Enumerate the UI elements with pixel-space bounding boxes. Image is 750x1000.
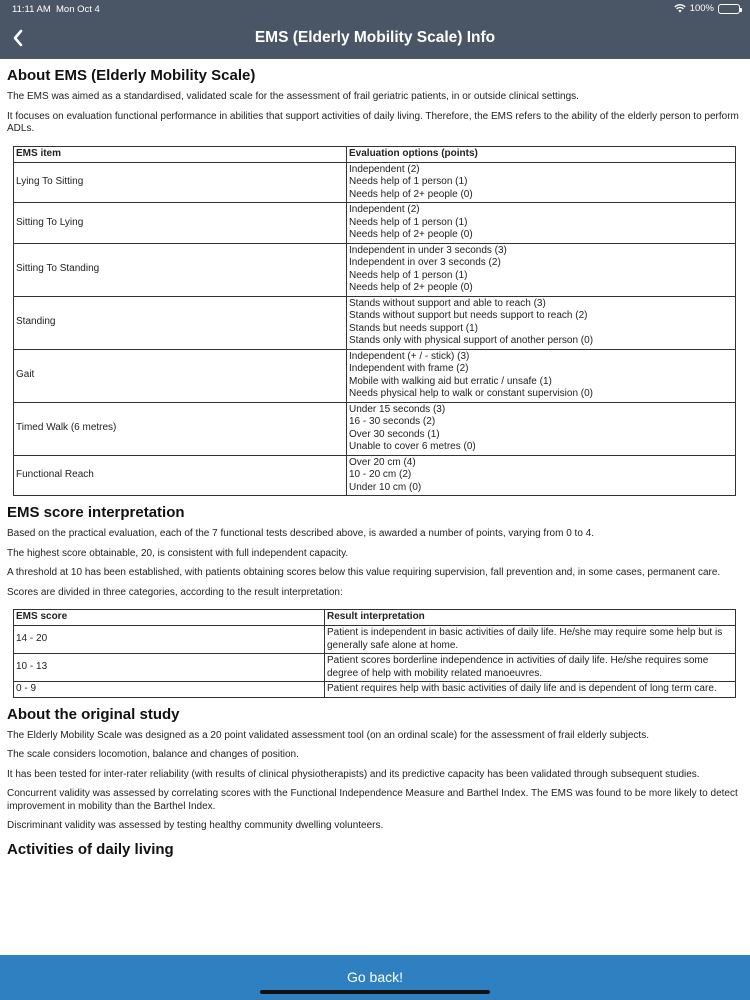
study-heading: About the original study bbox=[7, 705, 180, 723]
adl-heading: Activities of daily living bbox=[7, 840, 174, 858]
result-interpretation-cell: Patient is independent in basic activities of daily life. He/she may require some help but is generally safe alone at home. bbox=[325, 626, 736, 654]
evaluation-option: Independent (2) bbox=[349, 163, 420, 175]
table-row bbox=[14, 296, 736, 349]
column-header: EMS score bbox=[14, 610, 325, 626]
evaluation-option: Independent (2) bbox=[349, 204, 420, 215]
table-row bbox=[14, 243, 736, 296]
ems-score-cell: 10 - 13 bbox=[14, 654, 325, 682]
table-row bbox=[14, 626, 736, 654]
evaluation-option: Needs help of 1 person (1) bbox=[349, 176, 468, 187]
evaluation-option: Stands without support and able to reach (3) bbox=[349, 297, 546, 309]
evaluation-option: Stands only with physical support of another person (0) bbox=[349, 335, 594, 346]
ems-score-cell: 14 - 20 bbox=[14, 626, 325, 654]
study-paragraph: The scale considers locomotion, balance and changes of position. bbox=[7, 749, 299, 760]
column-header: Result interpretation bbox=[325, 610, 736, 626]
about-paragraph: It focuses on evaluation functional performance in abilities that support activities of daily living. Therefore, the EMS refers to the ability of the elderly person to perform ADLs. bbox=[7, 110, 739, 134]
study-paragraph: Discriminant validity was assessed by testing healthy community dwelling volunteers. bbox=[7, 820, 384, 831]
evaluation-option: Under 15 seconds (3) bbox=[349, 403, 446, 415]
status-date: Mon Oct 4 bbox=[56, 4, 100, 15]
score-interpretation-table bbox=[13, 609, 736, 698]
nav-bar bbox=[0, 18, 750, 59]
evaluation-option: Independent with frame (2) bbox=[349, 363, 469, 374]
evaluation-options-cell bbox=[347, 296, 736, 349]
page-title: EMS (Elderly Mobility Scale) Info bbox=[254, 29, 496, 46]
study-paragraph: The Elderly Mobility Scale was designed as a 20 point validated assessment tool (on an ordinal scale) for the assessment of frail elderly subjects. bbox=[7, 729, 649, 741]
interpretation-heading: EMS score interpretation bbox=[7, 504, 185, 521]
ems-item-cell: Functional Reach bbox=[14, 455, 347, 496]
evaluation-options-cell bbox=[347, 162, 736, 203]
about-heading: About EMS (Elderly Mobility Scale) bbox=[7, 67, 256, 84]
column-header: EMS item bbox=[14, 146, 347, 162]
evaluation-option: Stands without support but needs support to reach (2) bbox=[349, 310, 588, 321]
evaluation-option: Unable to cover 6 metres (0) bbox=[349, 441, 476, 452]
result-interpretation-cell: Patient requires help with basic activities of daily life and is dependent of long term care. bbox=[325, 682, 736, 698]
table-row bbox=[14, 402, 736, 455]
evaluation-option: Over 20 cm (4) bbox=[349, 456, 416, 468]
ems-item-cell: Sitting To Lying bbox=[14, 203, 347, 244]
evaluation-option: Independent (+ / - stick) (3) bbox=[349, 350, 470, 362]
evaluation-options-cell bbox=[347, 455, 736, 496]
interpretation-paragraph: The highest score obtainable, 20, is consistent with full independent capacity. bbox=[7, 547, 349, 559]
table-header-row bbox=[14, 146, 736, 162]
evaluation-option: Mobile with walking aid but erratic / unsafe (1) bbox=[349, 375, 552, 387]
table-row bbox=[14, 654, 736, 682]
status-time: 11:11 AM bbox=[12, 4, 51, 15]
evaluation-option: Needs help of 2+ people (0) bbox=[349, 282, 473, 293]
table-header-row bbox=[14, 610, 736, 626]
evaluation-option: Under 10 cm (0) bbox=[349, 481, 422, 493]
study-paragraph: It has been tested for inter-rater reliability (with results of clinical physiotherapists) and its predictive capacity has been validated through subsequent studies. bbox=[7, 768, 700, 780]
evaluation-option: Over 30 seconds (1) bbox=[349, 428, 440, 440]
table-row bbox=[14, 455, 736, 496]
evaluation-options-cell bbox=[347, 402, 736, 455]
evaluation-options-cell bbox=[347, 243, 736, 296]
evaluation-option: Needs physical help to walk or constant supervision (0) bbox=[349, 388, 594, 399]
evaluation-option: Independent in under 3 seconds (3) bbox=[349, 244, 507, 256]
home-indicator[interactable] bbox=[260, 990, 490, 994]
battery-percent: 100% bbox=[689, 3, 714, 14]
ems-item-cell: Sitting To Standing bbox=[14, 243, 347, 296]
status-right bbox=[674, 3, 740, 14]
table-row bbox=[14, 162, 736, 203]
evaluation-option: Needs help of 2+ people (0) bbox=[349, 188, 473, 200]
interpretation-paragraph: A threshold at 10 has been established, with patients obtaining scores below this value requiring supervision, fall prevention and, in some cases, permanent care. bbox=[7, 567, 721, 578]
evaluation-option: Needs help of 2+ people (0) bbox=[349, 229, 473, 240]
ems-score-cell: 0 - 9 bbox=[14, 682, 325, 698]
evaluation-option: Independent in over 3 seconds (2) bbox=[349, 257, 501, 268]
evaluation-option: Needs help of 1 person (1) bbox=[349, 269, 468, 281]
result-interpretation-cell: Patient scores borderline independence in activities of daily life. He/she requires some degree of help with mobility related manoeuvres. bbox=[325, 654, 736, 682]
interpretation-paragraph: Scores are divided in three categories, according to the result interpretation: bbox=[7, 586, 343, 598]
study-paragraph: Concurrent validity was assessed by correlating scores with the Functional Independence Measure and Barthel Index. The EMS was found to be more likely to detect improvement in mobility than the Barthel Index. bbox=[7, 788, 738, 812]
evaluation-option: Needs help of 1 person (1) bbox=[349, 216, 468, 228]
ems-items-table bbox=[13, 146, 736, 497]
info-content[interactable] bbox=[0, 59, 750, 955]
evaluation-option: Stands but needs support (1) bbox=[349, 322, 478, 334]
battery-icon bbox=[718, 4, 740, 14]
evaluation-option: 16 - 30 seconds (2) bbox=[349, 416, 436, 427]
go-back-label: Go back! bbox=[346, 969, 404, 985]
wifi-icon bbox=[674, 4, 686, 13]
column-header: Evaluation options (points) bbox=[347, 146, 736, 162]
ems-item-cell: Gait bbox=[14, 349, 347, 402]
table-row bbox=[14, 349, 736, 402]
status-bar bbox=[0, 0, 750, 18]
evaluation-options-cell bbox=[347, 349, 736, 402]
table-row bbox=[14, 682, 736, 698]
ems-item-cell: Timed Walk (6 metres) bbox=[14, 402, 347, 455]
about-paragraph: The EMS was aimed as a standardised, validated scale for the assessment of frail geriatric patients, in or outside clinical settings. bbox=[7, 91, 579, 102]
ems-item-cell: Standing bbox=[14, 296, 347, 349]
evaluation-option: 10 - 20 cm (2) bbox=[349, 469, 412, 480]
ems-item-cell: Lying To Sitting bbox=[14, 162, 347, 203]
evaluation-options-cell bbox=[347, 203, 736, 244]
interpretation-paragraph: Based on the practical evaluation, each of the 7 functional tests described above, is awarded a number of points, varying from 0 to 4. bbox=[7, 528, 595, 539]
table-row bbox=[14, 203, 736, 244]
